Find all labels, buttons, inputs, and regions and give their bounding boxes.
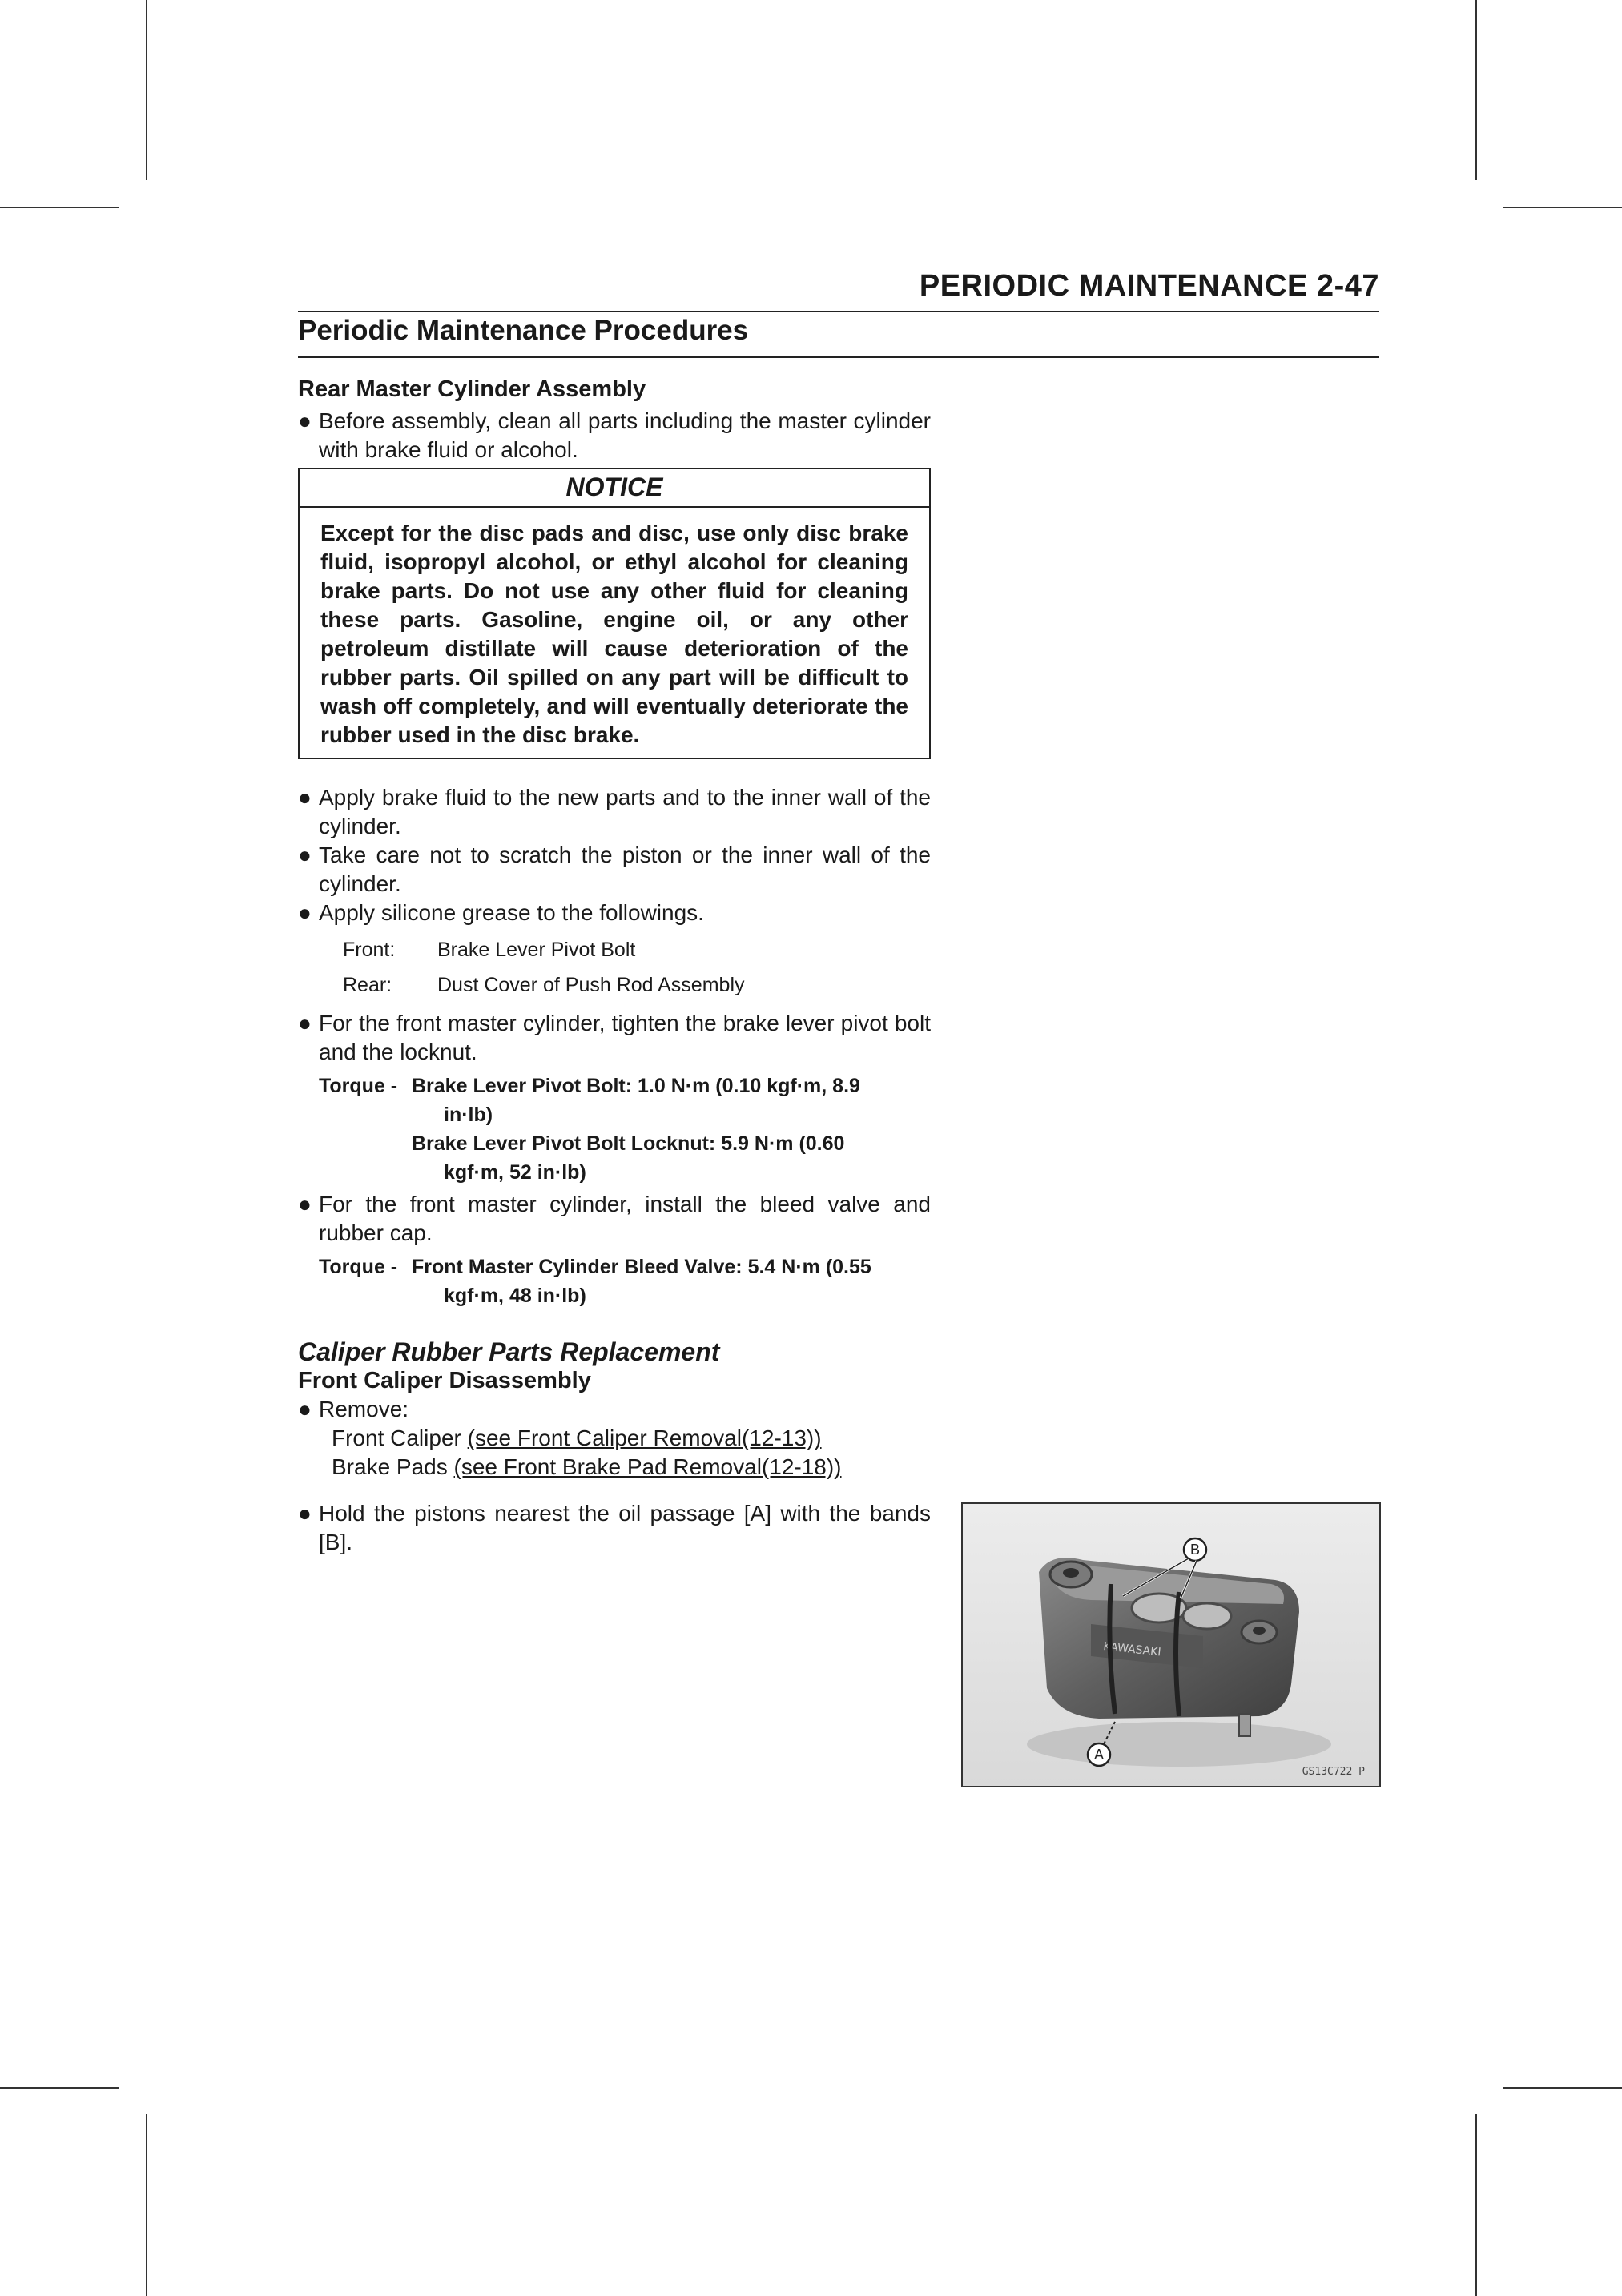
crop-mark <box>1503 207 1622 208</box>
crop-mark <box>146 0 147 180</box>
running-header <box>298 264 1379 312</box>
bullet-icon: ● <box>298 842 312 867</box>
torque-spec: Torque - Front Master Cylinder Bleed Valve: 5.4 N·m (0.55 kgf·m, 48 in·lb) <box>319 1256 871 1307</box>
list-item: ● Remove: <box>298 1395 931 1424</box>
list-item: Front Caliper (see Front Caliper Removal(12-13)) <box>332 1425 822 1450</box>
crop-mark <box>1503 2087 1622 2089</box>
bullet-icon: ● <box>298 1192 312 1216</box>
bullet-icon: ● <box>298 1397 312 1421</box>
list-item: ● Hold the pistons nearest the oil passage [A] with the bands [B]. <box>298 1501 931 1554</box>
figure-code: GS13C722 P <box>1302 1766 1365 1778</box>
list-item: Brake Pads (see Front Brake Pad Removal(12-18)) <box>332 1454 842 1479</box>
section-rule <box>298 356 1379 358</box>
table-row: Rear: Dust Cover of Push Rod Assembly <box>343 974 745 996</box>
crop-mark <box>0 207 119 208</box>
caliper-illustration <box>963 1504 1379 1786</box>
bullet-icon: ● <box>298 408 312 433</box>
bullet-icon: ● <box>298 900 312 925</box>
cross-reference-link[interactable]: (see Front Caliper Removal(12-13)) <box>467 1425 822 1450</box>
list-item: ● Apply brake fluid to the new parts and to the inner wall of the cylinder. <box>298 785 931 838</box>
list-item: ● Take care not to scratch the piston or the inner wall of the cylinder. <box>298 842 931 896</box>
header-rule <box>298 311 1379 312</box>
remove-list <box>298 1424 931 1482</box>
list-item: ● For the front master cylinder, install the bleed valve and rubber cap. <box>298 1192 931 1245</box>
callout-b: B <box>1189 1542 1201 1558</box>
callout-a: A <box>1093 1747 1105 1763</box>
notice-title: NOTICE <box>300 469 929 508</box>
grease-table <box>343 932 931 1003</box>
crop-mark <box>146 2114 147 2296</box>
section-title: Periodic Maintenance Procedures <box>298 315 749 346</box>
subsection-heading: Rear Master Cylinder Assembly <box>298 376 646 402</box>
bullet-icon: ● <box>298 1011 312 1035</box>
crop-mark <box>0 2087 119 2089</box>
main-column <box>298 375 931 1557</box>
cross-reference-link[interactable]: (see Front Brake Pad Removal(12-18)) <box>453 1454 842 1479</box>
list-item: ● Before assembly, clean all parts including the master cylinder with brake fluid or alcohol. <box>298 408 931 462</box>
notice-body: Except for the disc pads and disc, use only disc brake fluid, isopropyl alcohol, or ethyl alcohol for cleaning brake parts. Do not use any other fluid for cleaning these parts. Gasoline, engine oil, or any other petroleum distillate will cause deterioration of the rubber parts. Oil spilled on any part will be difficult to wash off completely, and will eventually deteriorate the rubber used in the disc brake. <box>320 521 908 747</box>
running-title: PERIODIC MAINTENANCE 2-47 <box>919 269 1379 303</box>
caliper-photo <box>961 1502 1381 1787</box>
section-heading: Caliper Rubber Parts Replacement <box>298 1337 720 1366</box>
subsection-heading: Front Caliper Disassembly <box>298 1368 591 1393</box>
crop-mark <box>1475 2114 1477 2296</box>
list-item: ● Apply silicone grease to the followings. <box>298 899 931 927</box>
bullet-icon: ● <box>298 1501 312 1526</box>
notice-box <box>298 468 931 759</box>
crop-mark <box>1475 0 1477 180</box>
table-row: Front: Brake Lever Pivot Bolt <box>343 939 636 961</box>
torque-spec: Torque - Brake Lever Pivot Bolt: 1.0 N·m (0.10 kgf·m, 8.9 in·lb) Brake Lever Pivot Bolt Locknut: 5.9 N·m (0.60 kgf·m, 52 in·lb) <box>319 1075 860 1184</box>
list-item: ● For the front master cylinder, tighten the brake lever pivot bolt and the locknut. <box>298 1011 931 1064</box>
svg-text:KAWASAKI: KAWASAKI <box>1102 1640 1162 1659</box>
bullet-icon: ● <box>298 785 312 810</box>
